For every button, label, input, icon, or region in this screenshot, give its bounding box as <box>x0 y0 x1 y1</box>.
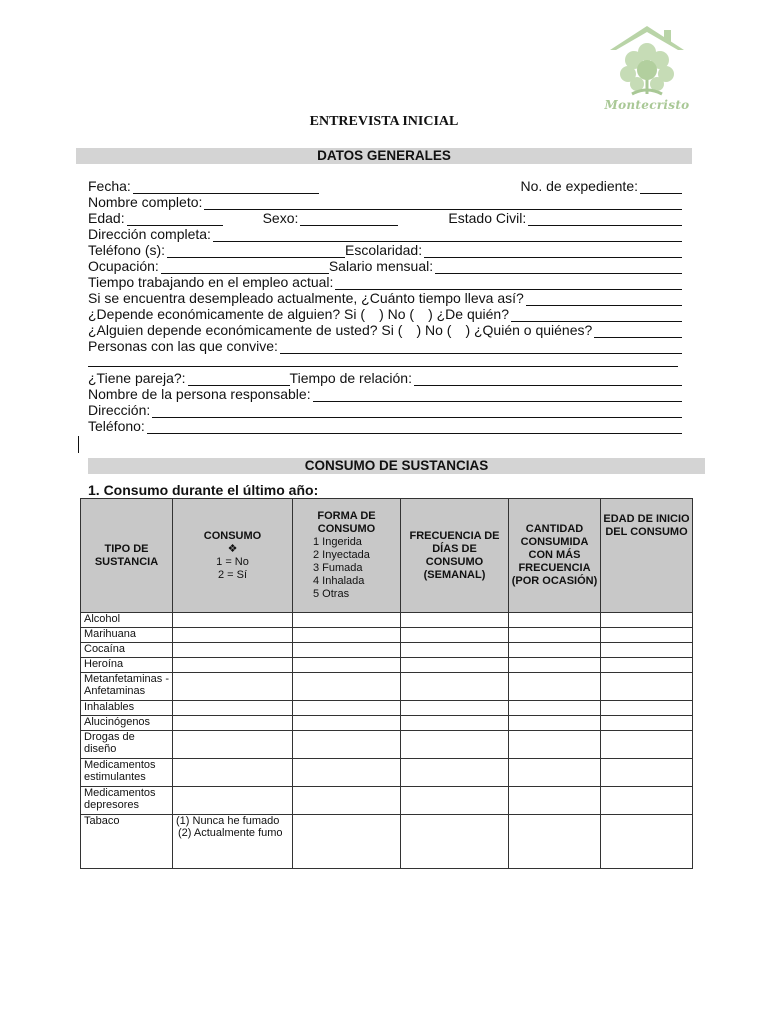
row-convive <box>88 338 684 354</box>
header-forma-title: FORMA DE CONSUMO <box>317 510 376 535</box>
forma-cell[interactable] <box>293 787 401 815</box>
edad-inicio-cell[interactable] <box>601 628 693 643</box>
cantidad-cell[interactable] <box>509 701 601 716</box>
consumo-cell[interactable] <box>173 759 293 787</box>
frecuencia-cell[interactable] <box>401 701 509 716</box>
alguien-quien-field[interactable] <box>594 324 682 338</box>
frecuencia-cell[interactable] <box>401 787 509 815</box>
table-row <box>81 716 693 731</box>
alguien-label: ¿Alguien depende económicamente de usted? Si ( <box>88 322 403 338</box>
consumo-cell[interactable] <box>173 673 293 701</box>
header-edad-inicio: EDAD DE INICIO DEL CONSUMO <box>601 499 693 613</box>
expediente-label: No. de expediente: <box>520 178 638 194</box>
row-desempleado <box>88 290 684 306</box>
consumo-cell[interactable] <box>173 658 293 673</box>
cantidad-cell[interactable] <box>509 658 601 673</box>
forma-cell[interactable] <box>293 673 401 701</box>
text-cursor <box>78 436 79 453</box>
telefono-field[interactable] <box>147 420 682 434</box>
convive-label: Personas con las que convive: <box>88 338 278 354</box>
responsable-field[interactable] <box>313 388 682 402</box>
header-consumo-title: CONSUMO <box>203 529 262 542</box>
forma-opt: 1 Ingerida <box>313 536 362 548</box>
header-forma <box>293 499 401 613</box>
depende-quien-field[interactable] <box>511 308 682 322</box>
section-header-consumo-sustancias: CONSUMO DE SUSTANCIAS <box>88 458 705 474</box>
forma-opt: 2 Inyectada <box>313 549 370 561</box>
edad-field[interactable] <box>127 212 223 226</box>
consumo-cell[interactable] <box>173 628 293 643</box>
forma-cell[interactable] <box>293 815 401 869</box>
tiempo-relacion-label: Tiempo de relación: <box>289 370 412 386</box>
table-row <box>81 787 693 815</box>
cantidad-cell[interactable] <box>509 628 601 643</box>
substance-name-cell: Alucinógenos <box>81 716 173 731</box>
desempleado-label: Si se encuentra desempleado actualmente, ¿Cuánto tiempo lleva así? <box>88 290 524 306</box>
frecuencia-cell[interactable] <box>401 673 509 701</box>
table-row <box>81 613 693 628</box>
direccion-label: Dirección: <box>88 402 151 418</box>
cantidad-cell[interactable] <box>509 787 601 815</box>
substance-name-cell: Medicamentos estimulantes <box>81 759 173 787</box>
frecuencia-cell[interactable] <box>401 759 509 787</box>
table-row <box>81 759 693 787</box>
consumo-cell[interactable] <box>173 716 293 731</box>
row-ocupacion-salario <box>88 258 684 274</box>
edad-inicio-cell[interactable] <box>601 731 693 759</box>
escolaridad-field[interactable] <box>424 244 682 258</box>
frecuencia-cell[interactable] <box>401 716 509 731</box>
depende-quien-label: ) ¿De quién? <box>428 306 509 322</box>
forma-cell[interactable] <box>293 628 401 643</box>
substance-name-cell: Alcohol <box>81 613 173 628</box>
consumo-cell[interactable] <box>173 701 293 716</box>
logo-text: Montecristo <box>604 98 690 112</box>
alguien-quien-label: ) ¿Quién o quiénes? <box>465 322 593 338</box>
expediente-field[interactable] <box>640 180 682 194</box>
estado-civil-field[interactable] <box>528 212 682 226</box>
consumo-opt: 1 = No <box>216 555 249 568</box>
salario-label: Salario mensual: <box>328 258 434 274</box>
table-row <box>81 643 693 658</box>
forma-opt: 5 Otras <box>313 588 350 600</box>
substance-name-cell: Marihuana <box>81 628 173 643</box>
table-row <box>81 673 693 701</box>
forma-cell[interactable] <box>293 658 401 673</box>
fecha-field[interactable] <box>133 180 319 194</box>
frecuencia-cell[interactable] <box>401 815 509 869</box>
table-row <box>81 628 693 643</box>
nombre-label: Nombre completo: <box>88 194 203 210</box>
salario-field[interactable] <box>435 260 682 274</box>
tabaco-option: (2) Actualmente fumo <box>178 827 283 839</box>
row-responsable <box>88 386 684 402</box>
edad-inicio-cell[interactable] <box>601 658 693 673</box>
substance-name-cell: Heroína <box>81 658 173 673</box>
row-tiempo-empleo <box>88 274 684 290</box>
diamond-bullet-icon: ❖ <box>227 542 238 555</box>
header-consumo <box>173 499 293 613</box>
forma-cell[interactable] <box>293 643 401 658</box>
alguien-no-label: ) No ( <box>416 322 452 338</box>
edad-inicio-cell[interactable] <box>601 787 693 815</box>
consumo-subheading: 1. Consumo durante el último año: <box>88 482 319 498</box>
table-row <box>81 658 693 673</box>
consumo-cell[interactable] <box>173 613 293 628</box>
tiempo-empleo-field[interactable] <box>335 276 682 290</box>
substance-name-cell: Drogas de diseño <box>81 731 173 759</box>
edad-inicio-cell[interactable] <box>601 716 693 731</box>
substance-name-cell: Cocaína <box>81 643 173 658</box>
frecuencia-cell[interactable] <box>401 658 509 673</box>
consumo-cell[interactable] <box>173 787 293 815</box>
row-direccion <box>88 402 684 418</box>
page-title: ENTREVISTA INICIAL <box>309 114 459 129</box>
edad-inicio-cell[interactable] <box>601 673 693 701</box>
substance-name-cell: Inhalables <box>81 701 173 716</box>
responsable-label: Nombre de la persona responsable: <box>88 386 311 402</box>
substance-name-cell: Metanfetaminas - Anfetaminas <box>81 673 173 701</box>
tiempo-empleo-label: Tiempo trabajando en el empleo actual: <box>88 274 334 290</box>
table-row <box>81 731 693 759</box>
sexo-label: Sexo: <box>262 210 299 226</box>
frecuencia-cell[interactable] <box>401 628 509 643</box>
tabaco-option: (1) Nunca he fumado <box>176 815 280 827</box>
edad-inicio-cell[interactable] <box>601 759 693 787</box>
direccion-completa-label: Dirección completa: <box>88 226 211 242</box>
depende-label: ¿Depende económicamente de alguien? Si ( <box>88 306 366 322</box>
edad-label: Edad: <box>88 210 125 226</box>
frecuencia-cell[interactable] <box>401 643 509 658</box>
cantidad-cell[interactable] <box>509 613 601 628</box>
row-telefono <box>88 418 684 434</box>
cantidad-cell[interactable] <box>509 643 601 658</box>
row-alguien-depende <box>88 322 684 338</box>
section-header-datos-generales: DATOS GENERALES <box>76 148 692 164</box>
cantidad-cell[interactable] <box>509 731 601 759</box>
row-nombre <box>88 194 684 210</box>
row-fecha <box>88 178 684 194</box>
header-frecuencia: FRECUENCIA DE DÍAS DE CONSUMO (SEMANAL) <box>401 499 509 613</box>
table-header-row <box>81 499 693 613</box>
desempleado-field[interactable] <box>526 292 682 306</box>
cantidad-cell[interactable] <box>509 759 601 787</box>
escolaridad-label: Escolaridad: <box>345 242 423 258</box>
convive-field[interactable] <box>280 340 682 354</box>
ocupacion-field[interactable] <box>161 260 329 274</box>
tiempo-relacion-field[interactable] <box>414 372 682 386</box>
pareja-label: ¿Tiene pareja?: <box>88 370 186 386</box>
nombre-field[interactable] <box>204 196 682 210</box>
fecha-label: Fecha: <box>88 178 131 194</box>
depende-no-label: ) No ( <box>379 306 415 322</box>
row-depende <box>88 306 684 322</box>
frecuencia-cell[interactable] <box>401 613 509 628</box>
substance-name-cell: Medicamentos depresores <box>81 787 173 815</box>
forma-opt: 3 Fumada <box>313 562 363 574</box>
header-cantidad: CANTIDAD CONSUMIDA CON MÁS FRECUENCIA (POR OCASIÓN) <box>509 499 601 613</box>
forma-cell[interactable] <box>293 613 401 628</box>
consumo-cell[interactable] <box>173 815 293 869</box>
telefono-s-field[interactable] <box>167 244 345 258</box>
consumo-cell[interactable] <box>173 731 293 759</box>
frecuencia-cell[interactable] <box>401 731 509 759</box>
forma-cell[interactable] <box>293 701 401 716</box>
cantidad-cell[interactable] <box>509 673 601 701</box>
row-telefono-escolaridad <box>88 242 684 258</box>
forma-opt: 4 Inhalada <box>313 575 365 587</box>
table-row <box>81 815 693 869</box>
table-row <box>81 701 693 716</box>
sexo-field[interactable] <box>300 212 398 226</box>
edad-inicio-cell[interactable] <box>601 643 693 658</box>
edad-inicio-cell[interactable] <box>601 815 693 869</box>
row-pareja <box>88 370 684 386</box>
telefono-label: Teléfono: <box>88 418 145 434</box>
convive-extra-line[interactable] <box>88 366 678 367</box>
ocupacion-label: Ocupación: <box>88 258 159 274</box>
cantidad-cell[interactable] <box>509 716 601 731</box>
consumo-opt: 2 = Sí <box>217 568 248 581</box>
header-tipo: TIPO DE SUSTANCIA <box>81 499 173 613</box>
substance-name-cell: Tabaco <box>81 815 173 869</box>
forma-cell[interactable] <box>293 759 401 787</box>
edad-inicio-cell[interactable] <box>601 701 693 716</box>
direccion-completa-field[interactable] <box>213 228 682 242</box>
pareja-field[interactable] <box>188 372 290 386</box>
forma-cell[interactable] <box>293 731 401 759</box>
forma-cell[interactable] <box>293 716 401 731</box>
direccion-field[interactable] <box>152 404 682 418</box>
row-direccion-completa <box>88 226 684 242</box>
substance-table <box>80 498 693 869</box>
cantidad-cell[interactable] <box>509 815 601 869</box>
consumo-cell[interactable] <box>173 643 293 658</box>
estado-civil-label: Estado Civil: <box>448 210 527 226</box>
row-edad <box>88 210 684 226</box>
edad-inicio-cell[interactable] <box>601 613 693 628</box>
telefono-s-label: Teléfono (s): <box>88 242 166 258</box>
